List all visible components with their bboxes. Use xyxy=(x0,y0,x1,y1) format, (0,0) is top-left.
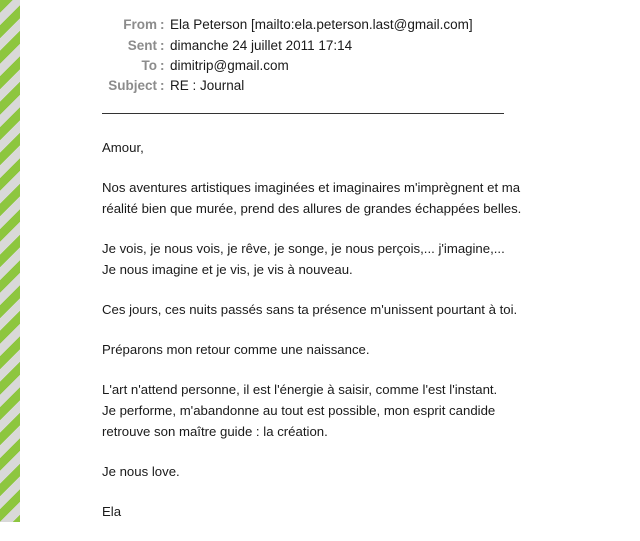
from-label: From xyxy=(123,16,157,32)
paragraph-1 xyxy=(102,177,572,219)
paragraph-1-line: Nos aventures artistiques imaginées et imaginaires m'imprègnent et ma xyxy=(102,180,521,195)
greeting xyxy=(102,137,572,158)
paragraph-4-line: Préparons mon retour comme une naissance. xyxy=(102,342,370,357)
from-separator: : xyxy=(160,16,165,32)
signature xyxy=(102,501,572,522)
header-row-from xyxy=(102,14,473,34)
header-row-to xyxy=(102,55,289,75)
header-row-subject xyxy=(102,75,244,95)
to-separator: : xyxy=(160,57,165,73)
paragraph-2-line: Je vois, je nous vois, je rêve, je songe, je nous perçois,... j'imagine,... xyxy=(102,241,505,256)
striped-border-decoration xyxy=(0,0,20,522)
to-value: dimitrip@gmail.com xyxy=(170,57,289,73)
greeting-text: Amour, xyxy=(102,140,144,155)
subject-value: RE : Journal xyxy=(170,77,245,93)
email-message xyxy=(102,0,622,519)
sent-value: dimanche 24 juillet 2011 17:14 xyxy=(170,37,353,53)
paragraph-1-line: réalité bien que murée, prend des allures de grandes échappées belles. xyxy=(102,201,522,216)
from-value: Ela Peterson [mailto:ela.peterson.last@gmail.com] xyxy=(170,16,473,32)
paragraph-3-line: Ces jours, ces nuits passés sans ta présence m'unissent pourtant à toi. xyxy=(102,302,518,317)
email-header xyxy=(102,0,622,114)
paragraph-5 xyxy=(102,379,572,442)
to-label: To xyxy=(141,57,157,73)
paragraph-4 xyxy=(102,339,572,360)
paragraph-6 xyxy=(102,461,572,482)
paragraph-5-line: L'art n'attend personne, il est l'énergie à saisir, comme l'est l'instant. xyxy=(102,382,498,397)
paragraph-3 xyxy=(102,299,572,320)
sent-label: Sent xyxy=(127,37,157,53)
paragraph-5-line: Je performe, m'abandonne au tout est possible, mon esprit candide xyxy=(102,403,496,418)
header-divider xyxy=(102,113,504,114)
paragraph-2-line: Je nous imagine et je vis, je vis à nouveau. xyxy=(102,262,353,277)
header-row-sent xyxy=(102,35,352,55)
paragraph-2 xyxy=(102,238,572,280)
subject-label: Subject xyxy=(108,77,157,93)
subject-separator: : xyxy=(160,77,165,93)
signature-text: Ela xyxy=(102,504,122,519)
sent-separator: : xyxy=(160,37,165,53)
paragraph-5-line: retrouve son maître guide : la création. xyxy=(102,424,328,439)
paragraph-6-line: Je nous love. xyxy=(102,464,180,479)
email-body xyxy=(102,137,572,541)
